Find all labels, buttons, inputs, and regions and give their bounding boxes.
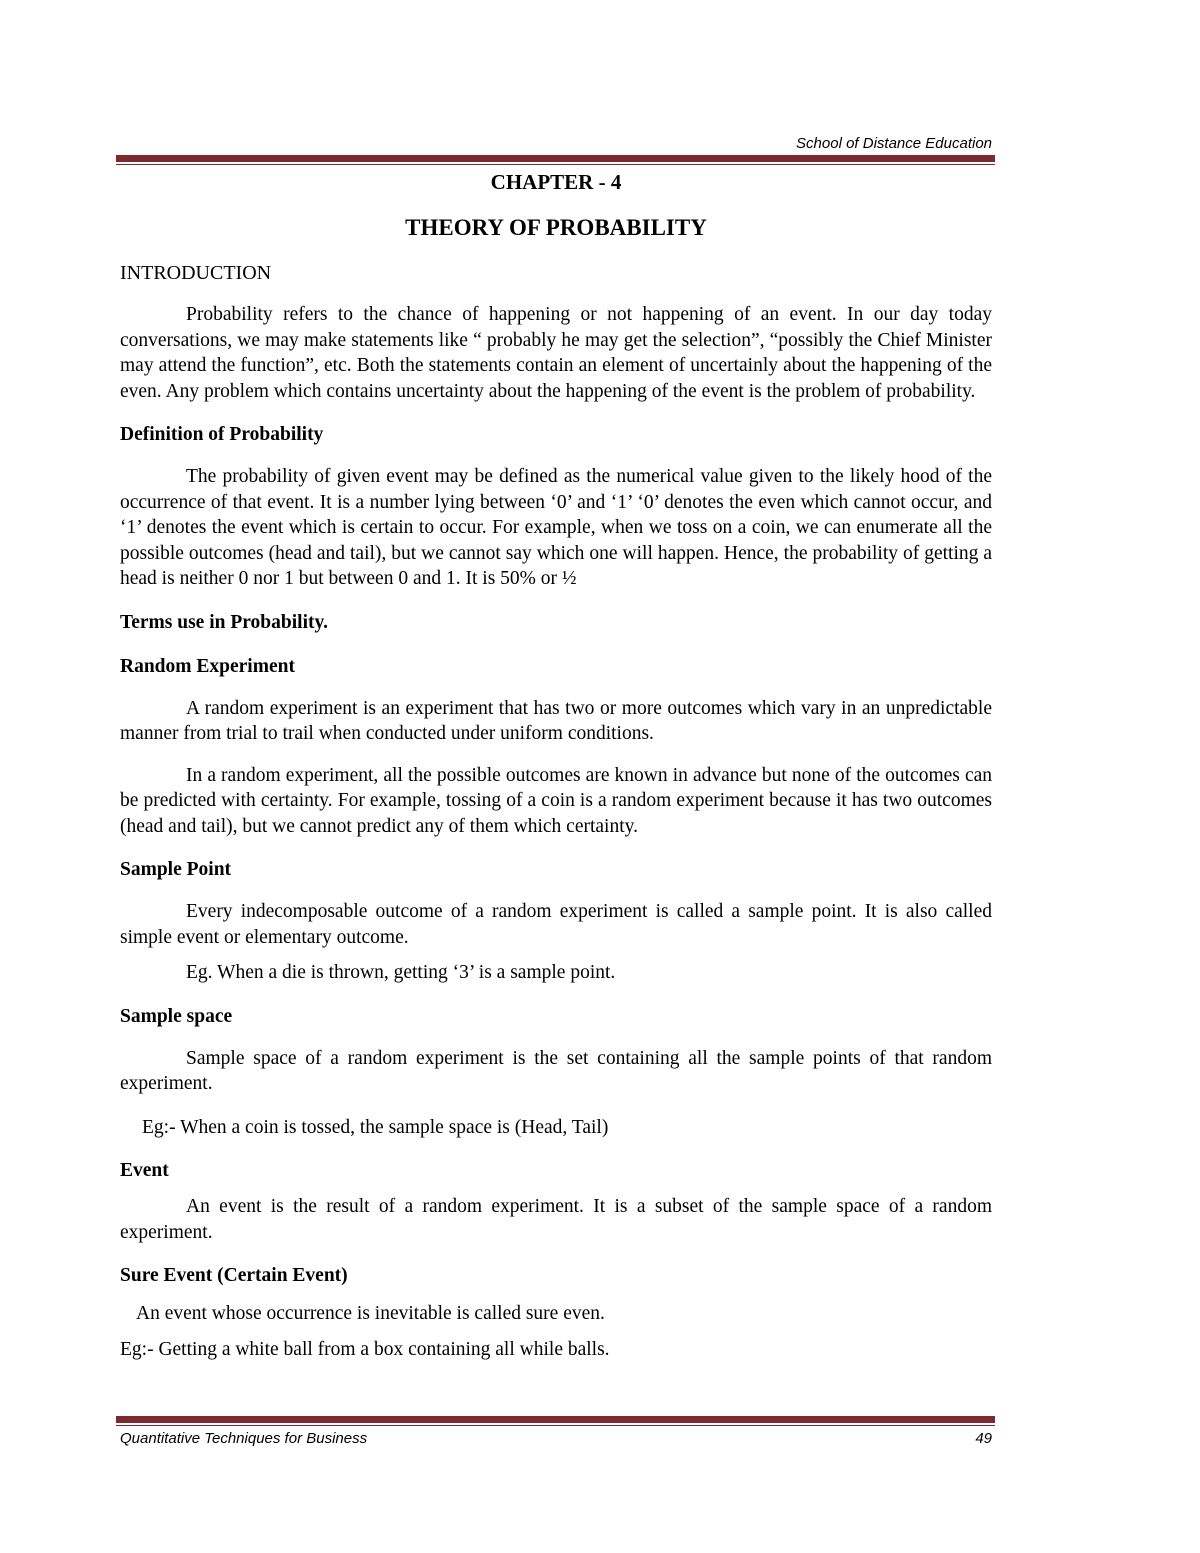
introduction-heading: INTRODUCTION <box>120 262 272 284</box>
sure-event-heading: Sure Event (Certain Event) <box>120 1265 348 1286</box>
sample-space-heading: Sample space <box>120 1005 233 1027</box>
chapter-number: CHAPTER - 4 <box>490 170 622 194</box>
random-experiment-paragraph-1: A random experiment is an experiment that has two or more outcomes which vary in an unpredictable manner from trial to trail when conducted under uniform conditions. <box>120 697 992 744</box>
sample-space-example: Eg:- When a coin is tossed, the sample space is (Head, Tail) <box>142 1116 609 1138</box>
header-rule <box>116 155 995 162</box>
footer-rule-thin <box>116 1425 995 1426</box>
event-paragraph: An event is the result of a random experiment. It is a subset of the sample space of a random experiment. <box>120 1196 992 1243</box>
footer-book-title: Quantitative Techniques for Business <box>120 1430 368 1447</box>
definition-heading: Definition of Probability <box>120 424 324 445</box>
header-rule-thin <box>116 164 995 165</box>
random-experiment-paragraph-2: In a random experiment, all the possible outcomes are known in advance but none of the outcomes can be predicted with certainty. For example, tossing of a coin is a random experiment because it has two outcomes (head and tail), but we cannot predict any of them which certainty. <box>120 764 992 837</box>
sample-point-heading: Sample Point <box>120 859 232 880</box>
definition-paragraph: The probability of given event may be defined as the numerical value given to the likely hood of the occurrence of that event. It is a number lying between ‘0’ and ‘1’ ‘0’ denotes the even which cannot occur, and ‘1’ denotes the event which is certain to occur. For example, when we toss on a coin, we can enumerate all the possible outcomes (head and tail), but we cannot say which one will happen. Hence, the probability of getting a head is neither 0 nor 1 but between 0 and 1. It is 50% or ½ <box>120 466 992 589</box>
page-number: 49 <box>975 1430 992 1447</box>
introduction-paragraph: Probability refers to the chance of happening or not happening of an event. In our day today conversations, we may make statements like “ probably he may get the selection”, “possibly the Chief Minister may attend the function”, etc. Both the statements contain an element of uncertainly about the happening of the even. Any problem which contains uncertainty about the happening of the event is the problem of probability. <box>120 304 992 402</box>
random-experiment-heading: Random Experiment <box>120 655 295 677</box>
chapter-title: THEORY OF PROBABILITY <box>405 215 707 240</box>
running-header: School of Distance Education <box>796 135 992 152</box>
footer-rule <box>116 1416 995 1423</box>
terms-heading: Terms use in Probability. <box>120 611 329 633</box>
sample-point-paragraph: Every indecomposable outcome of a random experiment is called a sample point. It is also called simple event or elementary outcome. <box>120 901 992 948</box>
sure-event-example: Eg:- Getting a white ball from a box containing all while balls. <box>120 1338 610 1360</box>
sample-space-paragraph: Sample space of a random experiment is the set containing all the sample points of that random experiment. <box>120 1047 992 1094</box>
sure-event-definition: An event whose occurrence is inevitable is called sure even. <box>136 1303 605 1324</box>
sample-point-example: Eg. When a die is thrown, getting ‘3’ is a sample point. <box>186 962 616 983</box>
page-content <box>120 166 992 1362</box>
event-heading: Event <box>120 1160 169 1181</box>
